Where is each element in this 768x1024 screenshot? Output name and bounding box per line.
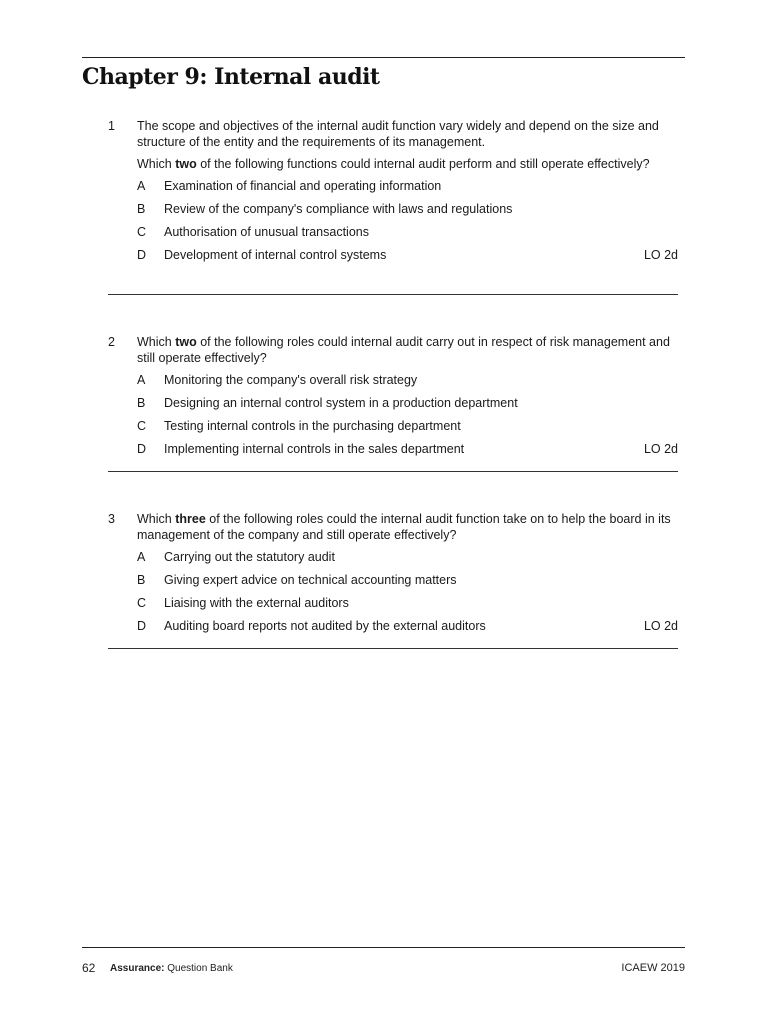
answer-option-b[interactable]	[137, 395, 678, 418]
option-letter: D	[137, 442, 147, 456]
chapter-title: Chapter 9: Internal audit	[82, 64, 380, 90]
option-letter: C	[137, 596, 147, 610]
option-text: Examination of financial and operating information	[164, 179, 442, 193]
option-text: Authorisation of unusual transactions	[164, 225, 369, 239]
option-letter: D	[137, 248, 147, 262]
option-text: Development of internal control systems	[164, 248, 387, 262]
option-letter: B	[137, 573, 146, 587]
option-text: Giving expert advice on technical accounting matters	[164, 573, 457, 587]
option-letter: A	[137, 550, 146, 564]
option-text: Monitoring the company's overall risk strategy	[164, 373, 418, 387]
question-2	[108, 334, 678, 464]
emphasis-count: two	[175, 335, 197, 349]
header-rule	[82, 57, 685, 58]
emphasis-count: three	[175, 512, 206, 526]
option-letter: C	[137, 419, 147, 433]
option-text: Auditing board reports not audited by the external auditors	[164, 619, 486, 633]
book-title: Assurance: Question Bank	[110, 963, 233, 974]
question-3	[108, 511, 678, 641]
answer-option-b[interactable]	[137, 572, 678, 595]
question-number: 3	[108, 512, 115, 526]
question-divider	[108, 471, 678, 472]
option-letter: B	[137, 396, 146, 410]
footer-rule	[82, 947, 685, 948]
answer-option-d[interactable]	[137, 441, 678, 464]
option-text: Review of the company's compliance with laws and regulations	[164, 202, 513, 216]
question-number: 2	[108, 335, 115, 349]
answer-option-a[interactable]	[137, 549, 678, 572]
answer-option-a[interactable]	[137, 178, 678, 201]
learning-outcome: LO 2d	[643, 442, 678, 456]
option-letter: A	[137, 373, 146, 387]
option-text: Carrying out the statutory audit	[164, 550, 335, 564]
option-text: Liaising with the external auditors	[164, 596, 349, 610]
question-stem: The scope and objectives of the internal audit function vary widely and depend on the size and structure of the entity and the requirements of its management.	[137, 119, 659, 149]
answer-option-c[interactable]	[137, 224, 678, 247]
option-text: Testing internal controls in the purchasing department	[164, 419, 461, 433]
answer-option-a[interactable]	[137, 372, 678, 395]
question-prompt: Which two of the following roles could internal audit carry out in respect of risk management and still operate effectively?	[137, 335, 670, 365]
option-letter: D	[137, 619, 147, 633]
learning-outcome: LO 2d	[643, 619, 678, 633]
answer-option-c[interactable]	[137, 418, 678, 441]
option-letter: B	[137, 202, 146, 216]
question-prompt: Which three of the following roles could the internal audit function take on to help the board in its management of the company and still operate effectively?	[137, 512, 671, 542]
option-text: Implementing internal controls in the sales department	[164, 442, 465, 456]
answer-option-d[interactable]	[137, 247, 678, 270]
answer-option-c[interactable]	[137, 595, 678, 618]
page-number: 62	[82, 961, 96, 975]
question-prompt: Which two of the following functions could internal audit perform and still operate effectively?	[137, 157, 650, 171]
answer-option-b[interactable]	[137, 201, 678, 224]
option-letter: A	[137, 179, 146, 193]
question-number: 1	[108, 119, 115, 133]
answer-option-d[interactable]	[137, 618, 678, 641]
option-letter: C	[137, 225, 147, 239]
question-1	[108, 118, 678, 270]
emphasis-count: two	[175, 157, 197, 171]
publisher: ICAEW 2019	[621, 962, 685, 974]
learning-outcome: LO 2d	[643, 248, 678, 262]
question-divider	[108, 648, 678, 649]
option-text: Designing an internal control system in a production department	[164, 396, 518, 410]
question-divider	[108, 294, 678, 295]
